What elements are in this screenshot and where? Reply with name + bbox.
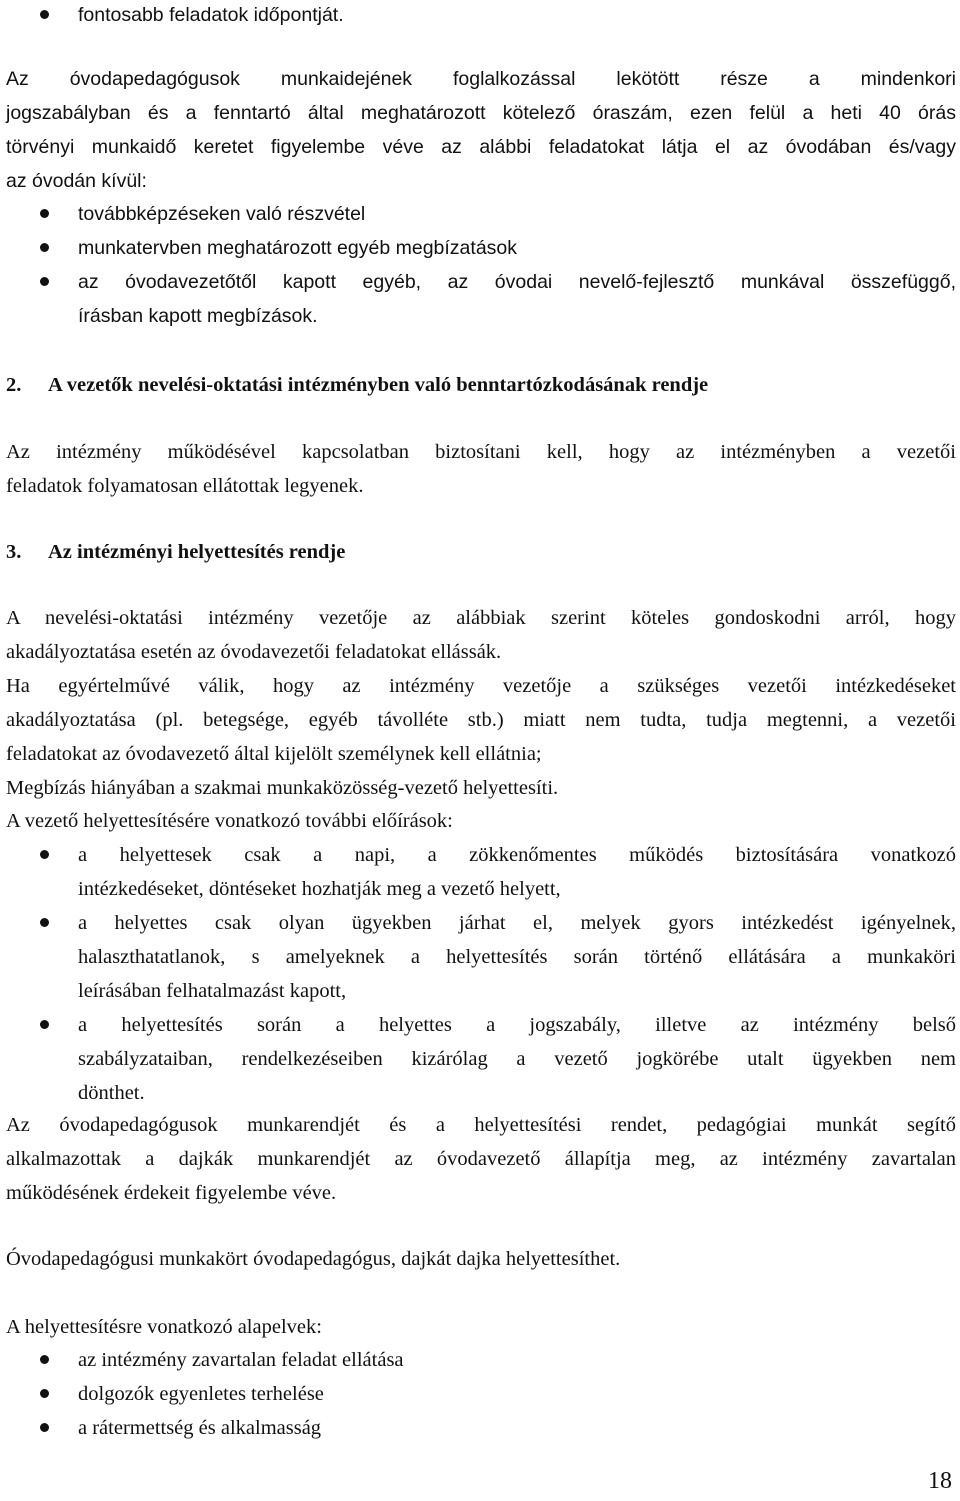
list-item: az óvodavezetőtől kapott egyéb, az óvodai nevelő-fejlesztő munkával összefüggő, írásban kapott megbízások. [0, 265, 956, 333]
page-number: 18 [928, 1468, 952, 1494]
top-bullet-list [0, 0, 956, 32]
intro-bullet-list [0, 197, 956, 333]
list-item: a rátermettség és alkalmasság [0, 1411, 956, 1445]
bullet-icon [40, 1355, 49, 1364]
section-3-paragraph-5: Az óvodapedagógusok munkarendjét és a helyettesítési rendet, pedagógiai munkát segítő alkalmazottak a dajkák munkarendjét az óvodavezető állapítja meg, az intézmény zavartalan működésének érdekeit figyelembe véve. [6, 1114, 956, 1204]
list-item: a helyettesek csak a napi, a zökkenőmentes működés biztosítására vonatkozó intézkedéseket, döntéseket hozhatják meg a vezető helyett, [0, 838, 956, 906]
bullet-icon [40, 243, 49, 252]
bullet-icon [40, 1389, 49, 1398]
principles-list [0, 1343, 956, 1445]
section-3-paragraph-6: Óvodapedagógusi munkakört óvodapedagógus, dajkát dajka helyettesíthet. [6, 1248, 621, 1270]
section-2-heading: 2. A vezetők nevelési-oktatási intézményben való benntartózkodásának rendje [6, 374, 709, 396]
list-item: továbbképzéseken való részvétel [0, 197, 956, 231]
section-3-paragraph-7: A helyettesítésre vonatkozó alapelvek: [6, 1316, 322, 1338]
section-3-paragraph-3: Megbízás hiányában a szakmai munkaközösség-vezető helyettesíti. [6, 777, 559, 799]
bullet-icon [40, 10, 49, 19]
bullet-icon [40, 1423, 49, 1432]
section-3-paragraph-4: A vezető helyettesítésére vonatkozó további előírások: [6, 810, 453, 832]
section-3-paragraph-1: A nevelési-oktatási intézmény vezetője az alábbiak szerint köteles gondoskodni arról, hogy akadályoztatása esetén az óvodavezetői feladatokat ellássák. [6, 607, 956, 663]
list-item: a helyettes csak olyan ügyekben járhat el, melyek gyors intézkedést igényelnek, halaszthatatlanok, s amelyeknek a helyettesítés során történő ellátására a munkaköri leírásában felhatalmazást kapott, [0, 906, 956, 1008]
list-item: fontosabb feladatok időpontját. [0, 0, 956, 32]
bullet-icon [40, 209, 49, 218]
list-item: munkatervben meghatározott egyéb megbízatások [0, 231, 956, 265]
bullet-icon [40, 918, 49, 927]
list-item: dolgozók egyenletes terhelése [0, 1377, 956, 1411]
section-3-paragraph-2: Ha egyértelművé válik, hogy az intézmény vezetője a szükséges vezetői intézkedéseket akadályoztatása (pl. betegsége, egyéb távolléte stb.) miatt nem tudta, tudja megtenni, a vezetői feladatokat az óvodavezető által kijelölt személynek kell ellátnia; [6, 675, 956, 765]
section-3-heading: 3. Az intézményi helyettesítés rendje [6, 541, 346, 563]
bullet-icon [40, 850, 49, 859]
bullet-icon [40, 1020, 49, 1029]
list-item: az intézmény zavartalan feladat ellátása [0, 1343, 956, 1377]
list-item: a helyettesítés során a helyettes a jogszabály, illetve az intézmény belső szabályzataiban, rendelkezéseiben kizárólag a vezető jogkörébe utalt ügyekben nem dönthet. [0, 1008, 956, 1110]
intro-paragraph: Az óvodapedagógusok munkaidejének foglalkozással lekötött része a mindenkori jogszabályban és a fenntartó által meghatározott kötelező óraszám, ezen felül a heti 40 órás törvényi munkaidő keretet figyelembe véve az alábbi feladatokat látja el az óvodában és/vagy az óvodán kívül: [6, 68, 956, 192]
bullet-icon [40, 277, 49, 286]
rules-list [0, 838, 956, 1110]
section-2-paragraph: Az intézmény működésével kapcsolatban biztosítani kell, hogy az intézményben a vezetői feladatok folyamatosan ellátottak legyenek. [6, 441, 956, 497]
